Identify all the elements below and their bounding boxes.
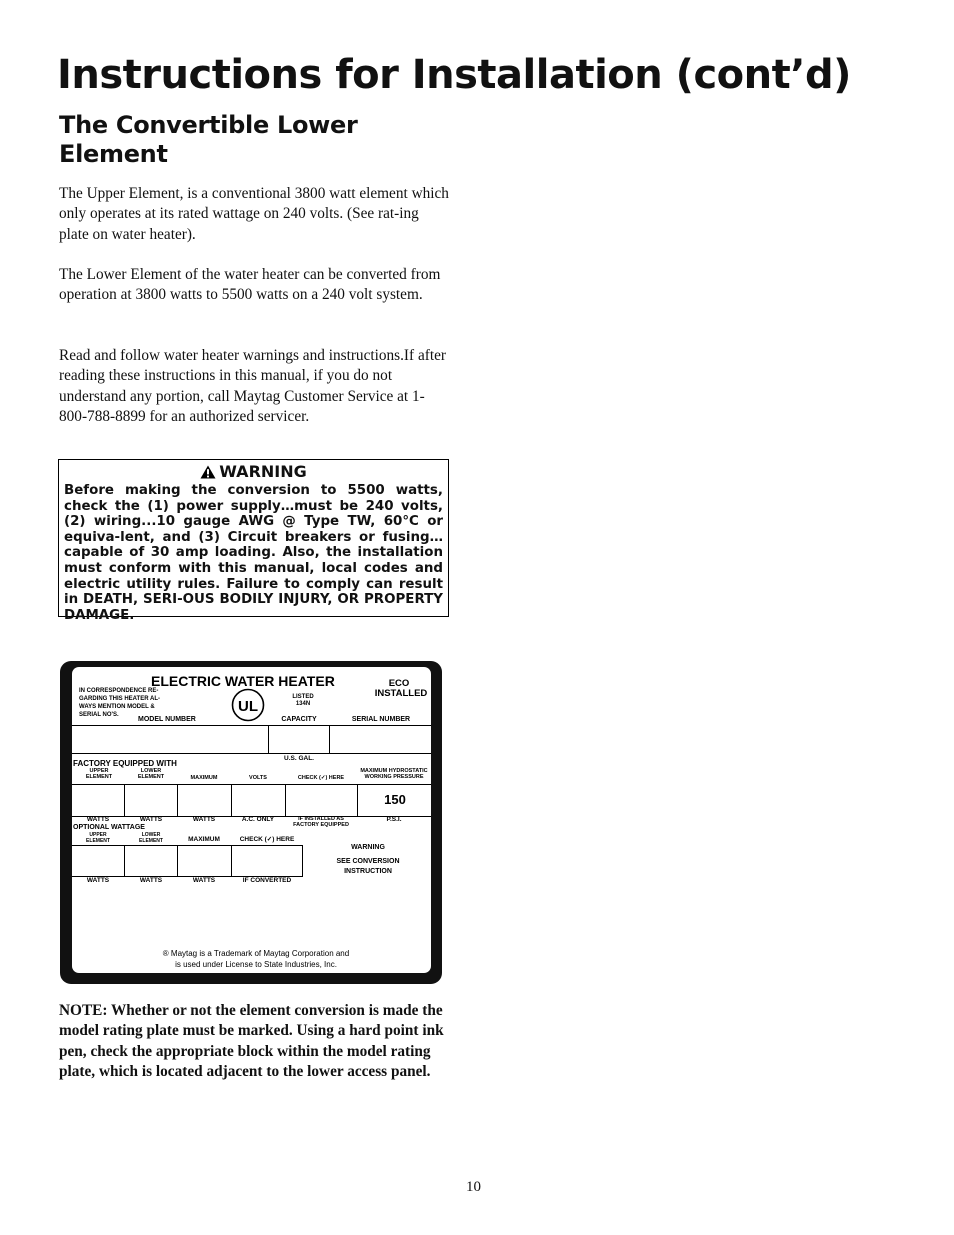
plate-check-here-label: CHECK (✓) HERE bbox=[297, 775, 345, 781]
plate-divider bbox=[72, 845, 303, 846]
plate-divider bbox=[72, 784, 431, 785]
plate-ac-only-label: A.C. ONLY bbox=[241, 816, 275, 823]
plate-divider bbox=[177, 845, 178, 877]
plate-watts-label: WATTS bbox=[86, 816, 110, 823]
plate-model-number-label: MODEL NUMBER bbox=[138, 716, 196, 723]
plate-title: ELECTRIC WATER HEATER bbox=[151, 673, 335, 689]
plate-watts-label: WATTS bbox=[192, 877, 216, 884]
plate-divider bbox=[231, 784, 232, 816]
rating-plate bbox=[60, 661, 442, 984]
section-title: The Convertible Lower Element bbox=[59, 111, 358, 168]
plate-psi-label: P.S.I. bbox=[386, 816, 402, 823]
plate-watts-label: WATTS bbox=[86, 877, 110, 884]
plate-divider bbox=[124, 845, 125, 877]
svg-text:UL: UL bbox=[238, 698, 258, 715]
plate-optional-wattage-label: OPTIONAL WATTAGE bbox=[73, 824, 145, 831]
plate-trademark-line2: is used under License to State Industries, Inc. bbox=[175, 960, 337, 969]
warning-text: Before making the conversion to 5500 watts, check the (1) power supply…must be 240 volts, (2) wiring...10 gauge AWG @ Type TW, 60°C or equiva-lent, and (3) Circuit breakers or fusing…capable of 30 amp loading. Also, the installation must conform with this manual, local codes and electric utility rules. Failure to comply can result in DEATH, SERI-OUS BODILY INJURY, OR PROPERTY DAMAGE. bbox=[64, 483, 443, 623]
plate-eco-line2: INSTALLED bbox=[374, 688, 428, 699]
plate-opt-upper-element-line1: UPPER bbox=[89, 832, 107, 838]
plate-divider bbox=[329, 725, 330, 753]
plate-correspondence-line2: GARDING THIS HEATER AL- bbox=[79, 696, 160, 702]
plate-upper-element-line2: ELEMENT bbox=[85, 774, 113, 780]
warning-heading-label: WARNING bbox=[219, 462, 307, 481]
plate-see-conversion-line2: INSTRUCTION bbox=[344, 868, 392, 875]
plate-divider bbox=[302, 845, 303, 877]
paragraph-upper-element: The Upper Element, is a conventional 3800 watt element which only operates at its rated wattage on 240 volts. (See rat-ing plate on water heater). bbox=[59, 185, 449, 243]
paragraph-read-instructions: Read and follow water heater warnings and instructions.If after reading these instructions in this manual, if you do not understand any portion, call Maytag Customer Service at 1-800-788-8899 for an authorized servicer. bbox=[59, 347, 446, 425]
plate-if-converted-label: IF CONVERTED bbox=[242, 877, 292, 884]
plate-divider bbox=[231, 845, 232, 877]
plate-factory-equipped-label: FACTORY EQUIPPED WITH bbox=[73, 759, 177, 768]
warning-triangle-icon bbox=[200, 465, 216, 479]
plate-lower-element-line1: LOWER bbox=[140, 768, 162, 774]
rating-plate-inner bbox=[72, 667, 431, 973]
plate-if-installed-line1: IF INSTALLED AS bbox=[298, 816, 344, 822]
plate-trademark-line1: ® Maytag is a Trademark of Maytag Corporation and bbox=[162, 949, 350, 958]
page-title: Instructions for Installation (cont’d) bbox=[57, 52, 851, 98]
warning-heading bbox=[59, 462, 448, 482]
plate-divider bbox=[177, 784, 178, 816]
plate-capacity-label: CAPACITY bbox=[281, 716, 317, 723]
plate-eco-line1: ECO bbox=[388, 678, 410, 689]
plate-watts-label: WATTS bbox=[192, 816, 216, 823]
plate-divider bbox=[72, 753, 431, 754]
plate-opt-maximum-label: MAXIMUM bbox=[188, 836, 220, 843]
plate-listed-line2: 134N bbox=[295, 701, 311, 707]
plate-upper-element-line1: UPPER bbox=[89, 768, 109, 774]
plate-opt-upper-element-line2: ELEMENT bbox=[86, 838, 110, 844]
plate-serial-number-label: SERIAL NUMBER bbox=[351, 716, 411, 723]
plate-correspondence-line1: IN CORRESPONDENCE RE- bbox=[79, 688, 159, 694]
plate-max-pressure-line1: MAXIMUM HYDROSTATIC bbox=[360, 768, 428, 774]
plate-correspondence-line4: SERIAL NO'S. bbox=[79, 712, 119, 718]
plate-maximum-label: MAXIMUM bbox=[190, 775, 218, 781]
plate-correspondence-line3: WAYS MENTION MODEL & bbox=[79, 704, 155, 710]
paragraph-lower-element: The Lower Element of the water heater can be converted from operation at 3800 watts to 5500 watts on a 240 volt system. bbox=[59, 266, 441, 304]
plate-watts-label: WATTS bbox=[139, 877, 163, 884]
plate-divider bbox=[285, 784, 286, 816]
plate-opt-lower-element-line2: ELEMENT bbox=[139, 838, 163, 844]
plate-listed-line1: LISTED bbox=[292, 694, 314, 700]
plate-divider bbox=[357, 784, 358, 816]
plate-divider bbox=[124, 784, 125, 816]
plate-max-pressure-line2: WORKING PRESSURE bbox=[364, 774, 424, 780]
page-number: 10 bbox=[466, 1179, 481, 1195]
plate-opt-lower-element-line1: LOWER bbox=[141, 832, 161, 838]
plate-divider bbox=[72, 725, 431, 726]
ul-logo-icon bbox=[231, 688, 265, 722]
plate-see-conversion-line1: SEE CONVERSION bbox=[336, 858, 400, 865]
plate-divider bbox=[268, 725, 269, 753]
plate-us-gal-label: U.S. GAL. bbox=[284, 755, 314, 762]
plate-lower-element-line2: ELEMENT bbox=[137, 774, 165, 780]
plate-volts-label: VOLTS bbox=[249, 775, 267, 781]
warning-box bbox=[58, 459, 449, 623]
plate-warning-label: WARNING bbox=[351, 844, 385, 851]
plate-watts-label: WATTS bbox=[139, 816, 163, 823]
plate-opt-check-here-label: CHECK (✓) HERE bbox=[239, 836, 295, 843]
note-paragraph: NOTE: Whether or not the element conversion is made the model rating plate must be marked. Using a hard point ink pen, check the appropriate block within the model rating plate, which is located adjacent to the lower access panel. bbox=[59, 1002, 444, 1080]
plate-if-installed-line2: FACTORY EQUIPPED bbox=[293, 822, 349, 828]
plate-pressure-value: 150 bbox=[384, 792, 406, 807]
